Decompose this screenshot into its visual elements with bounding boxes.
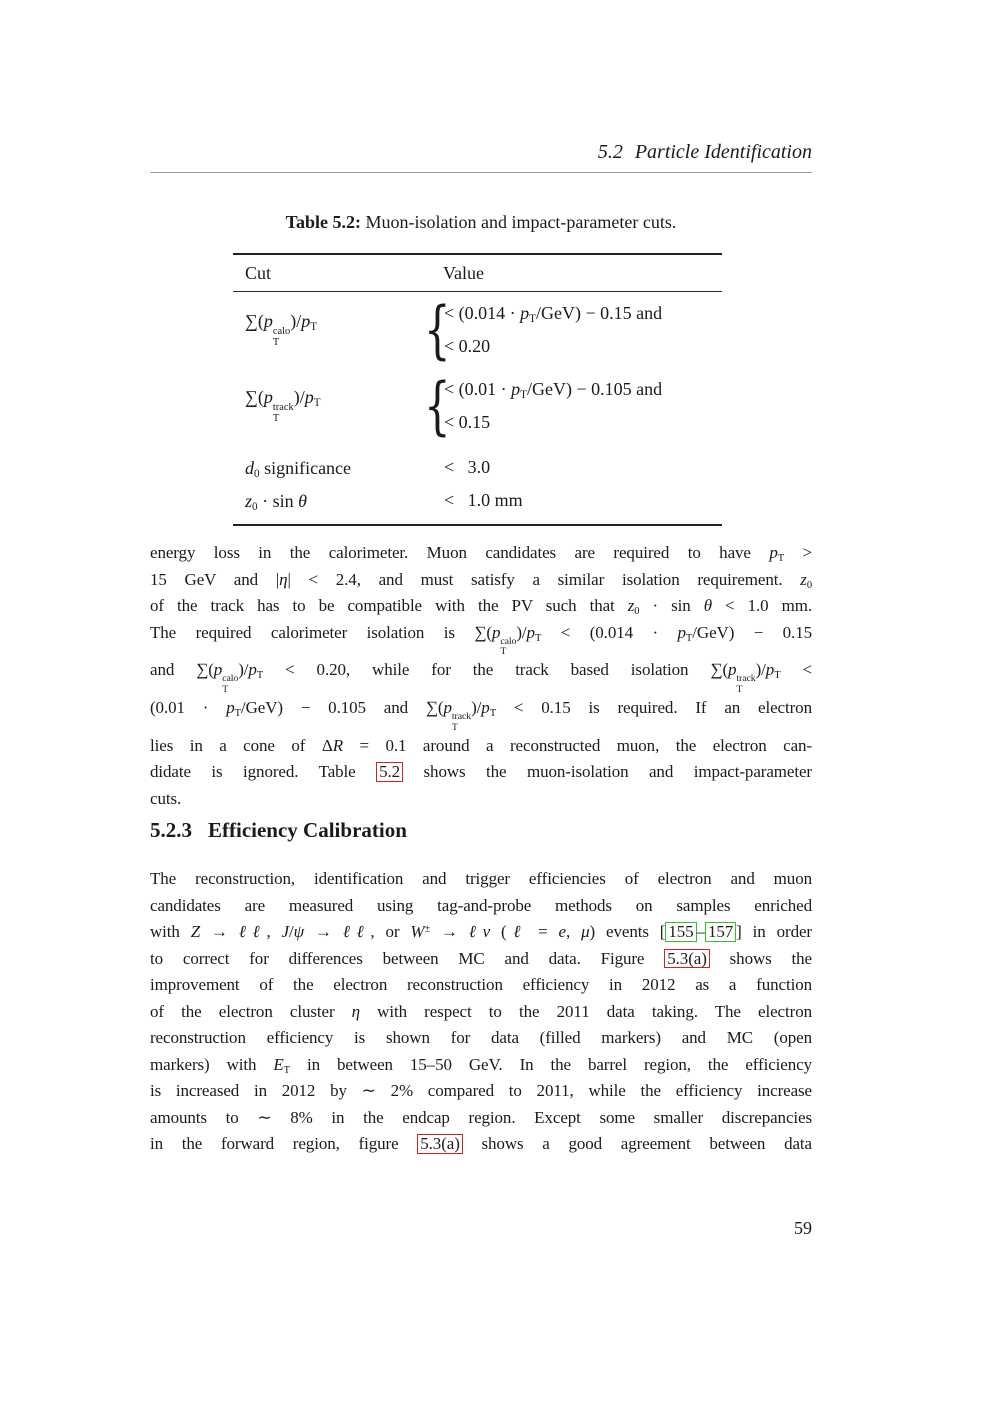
stacked-script: track T bbox=[272, 401, 294, 424]
text-line: in the forward region, figure 5.3(a) shows a good agreement between data bbox=[150, 1134, 812, 1153]
cuts-table bbox=[233, 253, 722, 526]
text-line: to correct for differences between MC and data. Figure 5.3(a) shows the bbox=[150, 948, 812, 968]
text-line: cuts. bbox=[150, 788, 182, 808]
text-line: and ∑(p calo T )$/p_T < 0.20$, while for the track based isolation ∑(p track T )$/p_T$ < bbox=[150, 660, 813, 695]
text-line: candidates are measured using tag-and-probe methods on samples enriched bbox=[150, 895, 812, 915]
citation-link[interactable]: 157 bbox=[705, 922, 736, 942]
subsection-number: 5.2.3 bbox=[150, 818, 192, 842]
value-line: < 0.20 bbox=[444, 336, 491, 356]
table-caption bbox=[150, 212, 812, 233]
text-line: improvement of the electron reconstruction efficiency in 2012 as a function bbox=[150, 975, 812, 994]
internal-ref-link[interactable]: 5.3(a) bbox=[417, 1134, 463, 1154]
value-cell bbox=[424, 293, 663, 367]
brace-glyph: { bbox=[424, 293, 451, 367]
stacked-script: calo T bbox=[500, 635, 517, 657]
table-row bbox=[233, 368, 722, 444]
text-line: of the track has to be compatible with the PV such that $z_0 \cdot \sin \theta < 1.0$ mm. bbox=[150, 596, 812, 617]
header-section-number: 5.2 bbox=[597, 141, 623, 163]
value-line: < 1.0 mm bbox=[444, 490, 523, 510]
value-cell bbox=[424, 451, 490, 484]
internal-ref-link[interactable]: 5.2 bbox=[376, 762, 403, 782]
table-row bbox=[233, 484, 722, 524]
cut-cell: $z_0 \cdot \sin \theta$ bbox=[245, 490, 307, 513]
column-header-value: Value bbox=[443, 262, 484, 283]
brace-glyph: { bbox=[424, 369, 451, 443]
cut-cell: ∑(p track T )$/p_T$ bbox=[245, 387, 321, 424]
text-line: $(0.01 \cdot p_T/GeV) - 0.105$ and ∑(p track T )$/p_T < 0.15$ is required. If an electron bbox=[150, 698, 812, 733]
cut-cell: ∑(p calo T )$/p_T$ bbox=[245, 311, 318, 348]
text-line: lies in a cone of ΔR = 0.1 around a reconstructed muon, the electron can- bbox=[150, 735, 813, 755]
value-cell bbox=[424, 369, 663, 443]
internal-ref-link[interactable]: 5.3(a) bbox=[664, 949, 710, 969]
text-line: The reconstruction, identification and trigger efficiencies of electron and muon bbox=[150, 869, 812, 888]
table-caption-label: Table 5.2: bbox=[285, 212, 361, 232]
value-line: < 0.15 bbox=[444, 412, 491, 432]
value-line: < $(0.01 \cdot p_T/GeV) - 0.105$ and bbox=[444, 379, 663, 402]
text-line: markers) with $E_T$ in between 15–50 GeV. In the barrel region, the efficiency bbox=[150, 1054, 812, 1076]
page-number: 59 bbox=[794, 1218, 812, 1238]
table-row bbox=[233, 444, 722, 484]
text-line: energy loss in the calorimeter. Muon candidates are required to have $p_T$ > bbox=[150, 543, 812, 564]
value-line: < 3.0 bbox=[444, 457, 491, 477]
stacked-script: track T bbox=[451, 711, 472, 733]
stacked-script: calo T bbox=[222, 673, 239, 695]
value-lines bbox=[444, 373, 662, 439]
text-line: is increased in 2012 by ∼ 2% compared to 2011, while the efficiency increase bbox=[150, 1081, 812, 1100]
table-body bbox=[233, 292, 722, 524]
header-section-title: Particle Identification bbox=[634, 141, 812, 163]
text-line: didate is ignored. Table 5.2 shows the muon-isolation and impact-parameter bbox=[150, 762, 812, 782]
value-lines bbox=[444, 451, 490, 484]
value-cell bbox=[424, 484, 523, 517]
text-line: of the electron cluster η with respect to the 2011 data taking. The electron bbox=[150, 1001, 812, 1021]
subsection-title: Efficiency Calibration bbox=[208, 818, 407, 842]
paragraph bbox=[150, 540, 812, 812]
table-row bbox=[233, 292, 722, 368]
text-line: reconstruction efficiency is shown for data (filled markers) and MC (open bbox=[150, 1028, 812, 1047]
citation-link[interactable]: 155 bbox=[665, 922, 696, 942]
text-line: The required calorimeter isolation is ∑(p calo T )$/p_T < (0.014 \cdot p_T/GeV) - 0.15$ bbox=[150, 622, 813, 657]
column-header-cut: Cut bbox=[245, 262, 272, 283]
running-header bbox=[150, 141, 812, 173]
value-line: < $(0.014 \cdot p_T/GeV) - 0.15$ and bbox=[444, 303, 663, 326]
cut-cell: $d_0$ significance bbox=[245, 457, 352, 480]
table-caption-text: Muon-isolation and impact-parameter cuts. bbox=[360, 212, 677, 232]
paragraph bbox=[150, 866, 812, 1158]
text-line: with Z → ℓℓ, J/ψ → ℓℓ, or W± → ℓν (ℓ = e, μ) events [ 155 – 157 ] in order bbox=[150, 922, 812, 941]
value-lines bbox=[444, 297, 662, 363]
table-header-row bbox=[233, 255, 722, 292]
text-line: 15 GeV and |η| < 2.4, and must satisfy a similar isolation requirement. $z_0$ bbox=[150, 569, 812, 591]
text-line: amounts to ∼ 8% in the endcap region. Except some smaller discrepancies bbox=[150, 1107, 812, 1127]
stacked-script: calo T bbox=[272, 325, 291, 348]
stacked-script: track T bbox=[736, 673, 756, 695]
value-lines bbox=[444, 484, 523, 517]
subsection-heading bbox=[150, 818, 812, 843]
